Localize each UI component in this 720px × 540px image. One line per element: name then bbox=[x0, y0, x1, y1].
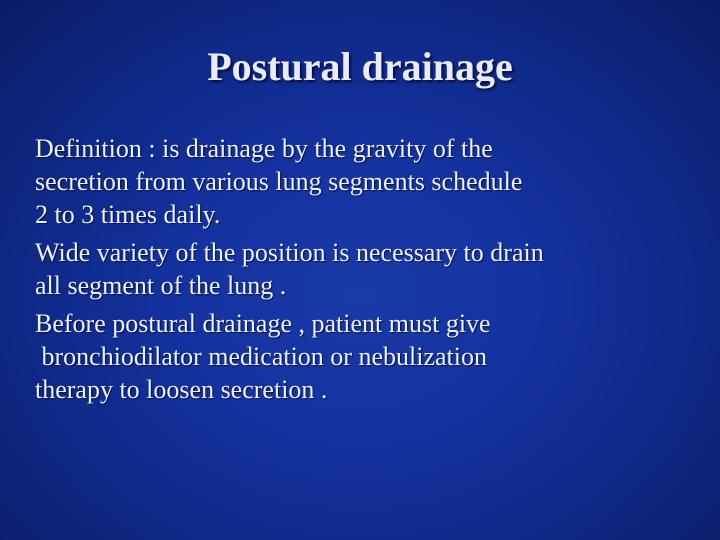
text-line: therapy to loosen secretion . bbox=[35, 375, 328, 404]
text-line: bronchiodilator medication or nebulization bbox=[35, 342, 487, 371]
slide-title: Postural drainage bbox=[207, 44, 513, 89]
paragraph-definition bbox=[35, 132, 705, 231]
slide-body bbox=[35, 132, 705, 406]
paragraph-positions bbox=[35, 236, 705, 302]
text-line: 2 to 3 times daily. bbox=[35, 200, 221, 229]
text-line: Definition : is drainage by the gravity of the bbox=[35, 134, 493, 163]
text-line: secretion from various lung segments schedule bbox=[35, 167, 523, 196]
text-line: all segment of the lung . bbox=[35, 271, 287, 300]
paragraph-preparation bbox=[35, 307, 705, 406]
text-line: Before postural drainage , patient must give bbox=[35, 309, 491, 338]
text-line: Wide variety of the position is necessary to drain bbox=[35, 238, 544, 267]
